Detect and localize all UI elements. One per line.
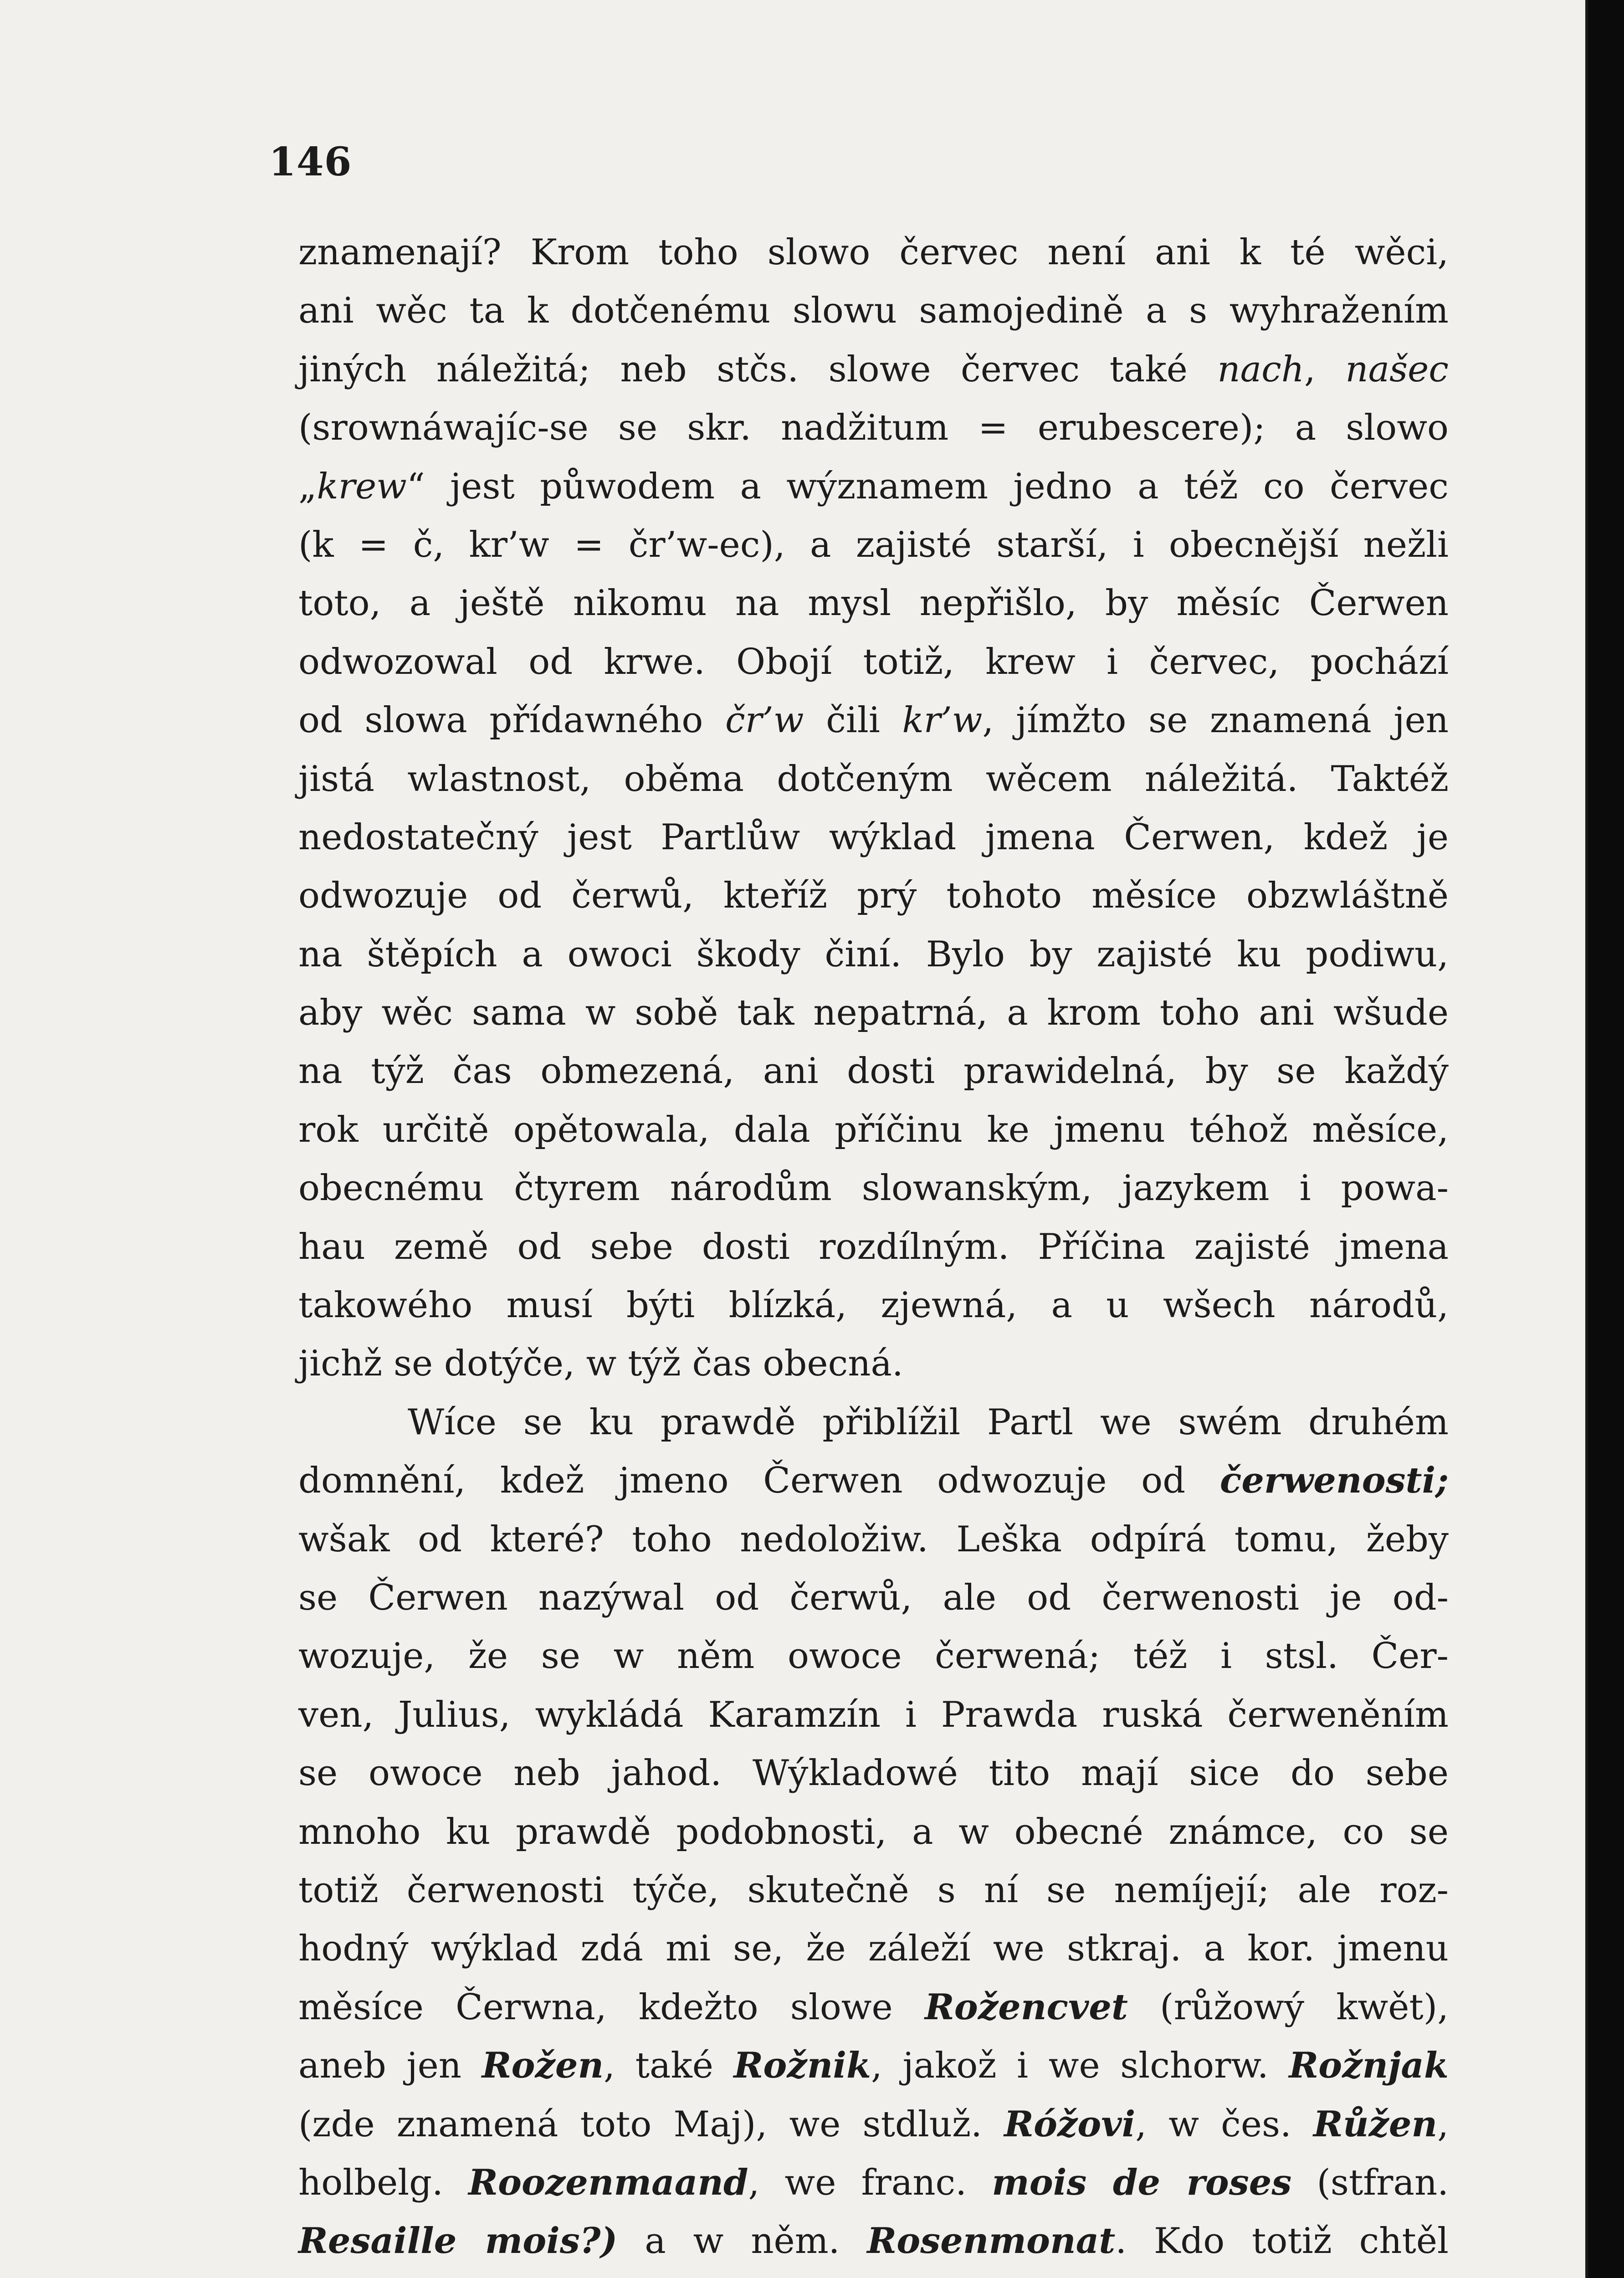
emphasized-term: čr’w <box>725 700 804 741</box>
emphasized-term: Růžen <box>1313 2103 1438 2145</box>
text-run: (zde znamená toto Maj), we stdluž. <box>298 2104 1004 2145</box>
text-run: , <box>1437 2104 1449 2145</box>
text-line <box>298 574 1449 632</box>
text-run: holbelg. <box>298 2162 469 2203</box>
emphasized-term: kr’w <box>902 700 983 741</box>
text-run: , <box>1304 349 1346 390</box>
text-run: rok určitě opětowala, dala příčinu ke jmenu téhož měsíce, <box>298 1109 1449 1150</box>
text-line <box>298 1042 1449 1100</box>
text-line <box>298 1919 1449 1978</box>
text-run: (k = č, kr’w = čr’w-ec), a zajisté starší, i obecnější nežli <box>298 524 1449 565</box>
text-run: Wíce se ku prawdě přiblížil Partl we swém druhém <box>408 1401 1449 1443</box>
emphasized-term: mois de roses <box>992 2161 1292 2203</box>
text-line <box>298 1978 1449 2037</box>
text-run: , w čes. <box>1135 2104 1314 2145</box>
text-run: jichž se dotýče, w týž čas obecná. <box>298 1343 903 1385</box>
text-line <box>298 1393 1449 1452</box>
text-line <box>298 750 1449 808</box>
text-run: „ <box>298 466 317 507</box>
text-run: , jímžto se znamená jen <box>982 700 1449 741</box>
text-line <box>298 516 1449 574</box>
text-line <box>298 1803 1449 1861</box>
text-run: na štěpích a owoci škody činí. Bylo by zajisté ku podiwu, <box>298 934 1449 975</box>
text-run: , jakož i we slchorw. <box>871 2045 1289 2087</box>
emphasized-term: Rožencvet <box>924 1986 1128 2028</box>
emphasized-term: Rožen <box>482 2045 604 2087</box>
text-line <box>298 1861 1449 1919</box>
text-run: ani wěc ta k dotčenému slowu samojedině a s wyhražením <box>298 290 1449 332</box>
text-line <box>298 223 1449 282</box>
text-run: . Kdo totiž chtěl <box>1115 2221 1449 2262</box>
text-line <box>298 340 1449 399</box>
emphasized-term: Resaille mois?) <box>298 2220 618 2262</box>
text-line <box>298 808 1449 867</box>
text-line <box>298 399 1449 457</box>
text-run: aneb jen <box>298 2045 482 2087</box>
text-line <box>298 457 1449 516</box>
text-line <box>298 925 1449 984</box>
text-run: odwozuje od čerwů, kteříž prý tohoto měsíce obzwláštně <box>298 875 1449 917</box>
emphasized-term: Roozenmaand <box>468 2161 748 2203</box>
text-run: čili <box>804 700 902 741</box>
text-run: od slowa přídawného <box>298 700 726 741</box>
text-run: jiných náležitá; neb stčs. slowe červec také <box>298 349 1218 390</box>
text-run: odwozowal od krwe. Obojí totiž, krew i červec, pochází <box>298 641 1449 682</box>
text-run: se Čerwen nazýwal od čerwů, ale od čerwenosti je od- <box>298 1577 1449 1618</box>
emphasized-term: Rožnik <box>733 2045 871 2087</box>
text-run: aby wěc sama w sobě tak nepatrná, a krom toho ani wšude <box>298 992 1449 1034</box>
text-line <box>298 1159 1449 1217</box>
text-run: “ jest půwodem a wýznamem jedno a též co červec <box>406 466 1449 507</box>
text-run: měsíce Čerwna, kdežto slowe <box>298 1986 925 2028</box>
emphasized-term: Rosenmonat <box>867 2220 1116 2262</box>
text-run: wšak od které? toho nedoložiw. Leška odpírá tomu, žeby <box>298 1519 1449 1560</box>
text-line <box>298 1452 1449 1510</box>
text-line <box>298 1101 1449 1159</box>
text-run: totiž čerwenosti týče, skutečně s ní se nemíjejí; ale roz- <box>298 1869 1449 1911</box>
text-run: obecnému čtyrem národům slowanským, jazykem i powa- <box>298 1168 1449 1209</box>
emphasized-term: Rožnjak <box>1289 2045 1449 2087</box>
text-run: na týž čas obmezená, ani dosti prawidelná, by se každý <box>298 1051 1449 1092</box>
text-run: toto, a ještě nikomu na mysl nepřišlo, by měsíc Čerwen <box>298 583 1449 624</box>
text-line <box>298 2271 1449 2278</box>
text-line <box>298 1218 1449 1276</box>
emphasized-term: našec <box>1345 349 1449 390</box>
text-run: mnoho ku prawdě podobnosti, a w obecné známce, co se <box>298 1811 1449 1852</box>
text-line <box>298 2154 1449 2212</box>
body-text <box>298 223 1449 2278</box>
emphasized-term: krew <box>317 466 407 507</box>
text-run: ven, Julius, wykládá Karamzín i Prawda ruská čerweněním <box>298 1694 1449 1735</box>
text-line <box>298 1276 1449 1334</box>
text-run: se owoce neb jahod. Wýkladowé tito mají sice do sebe <box>298 1753 1449 1794</box>
text-line <box>298 2095 1449 2154</box>
text-run: znamenají? Krom toho slowo červec není ani k té wěci, <box>298 232 1449 273</box>
text-run: , we franc. <box>748 2162 992 2203</box>
text-run: (růžowý kwět), <box>1127 1986 1449 2028</box>
text-line <box>298 282 1449 340</box>
text-run: hodný wýklad zdá mi se, že záleží we stkraj. a kor. jmenu <box>298 1928 1449 1970</box>
text-run: (srownáwajíc-se se skr. nadžitum = erubescere); a slowo <box>298 407 1449 449</box>
text-run: hau země od sebe dosti rozdílným. Příčina zajisté jmena <box>298 1226 1449 1267</box>
text-run: (stfran. <box>1291 2162 1449 2203</box>
text-line <box>298 1569 1449 1627</box>
text-line <box>298 1334 1449 1393</box>
text-line <box>298 633 1449 691</box>
text-line <box>298 691 1449 749</box>
text-line <box>298 867 1449 925</box>
text-run: takowého musí býti blízká, zjewná, a u wšech národů, <box>298 1285 1449 1326</box>
text-run: domnění, kdež jmeno Čerwen odwozuje od <box>298 1460 1220 1502</box>
text-line <box>298 1744 1449 1802</box>
text-run: , také <box>604 2045 734 2087</box>
text-line <box>298 1510 1449 1569</box>
emphasized-term: čerwenosti; <box>1219 1460 1449 1502</box>
text-line <box>298 1686 1449 1744</box>
text-run: a w něm. <box>617 2221 867 2262</box>
emphasized-term: Róžovi <box>1004 2103 1136 2145</box>
emphasized-term: nach <box>1217 349 1305 390</box>
text-run: nedostatečný jest Partlůw wýklad jmena Čerwen, kdež je <box>298 816 1449 858</box>
text-line <box>298 2212 1449 2270</box>
text-run: wozuje, že se w něm owoce čerwená; též i stsl. Čer- <box>298 1636 1449 1677</box>
text-line <box>298 1627 1449 1685</box>
page-number: 146 <box>269 139 352 185</box>
text-line <box>298 984 1449 1042</box>
text-run: jistá wlastnost, oběma dotčeným wěcem náležitá. Taktéž <box>298 758 1449 800</box>
text-line <box>298 2037 1449 2095</box>
